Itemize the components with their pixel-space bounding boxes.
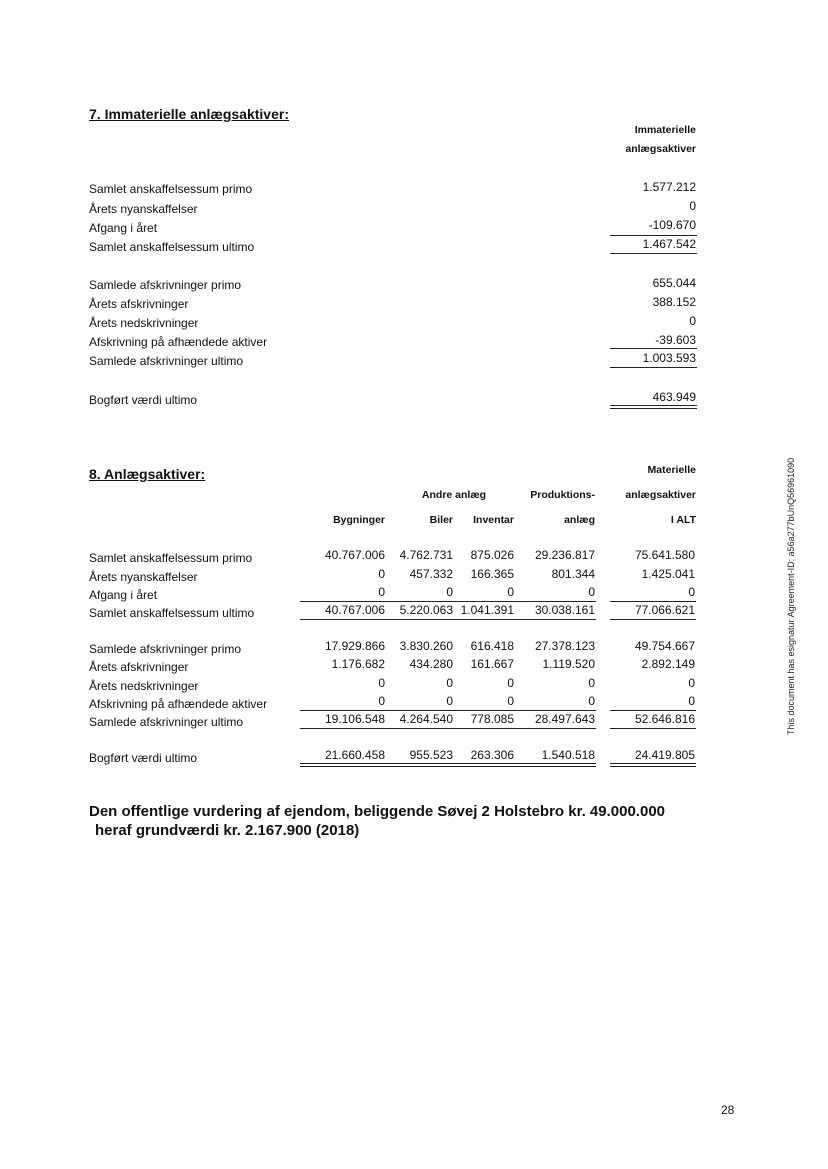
property-valuation-note-line1: Den offentlige vurdering af ejendom, beliggende Søvej 2 Holstebro kr. 49.000.000 — [89, 803, 665, 820]
cell: 263.306 — [470, 748, 514, 762]
cell: 2.892.149 — [641, 657, 695, 671]
cell: 19.106.548 — [324, 712, 385, 726]
cell: 52.646.816 — [634, 712, 695, 726]
total-double-rule — [610, 408, 697, 409]
section-7-col-header-line1: Immaterielle — [634, 124, 696, 136]
col-header-produktion-line1: Produktions- — [530, 489, 595, 501]
col-header-total-line2: anlægsaktiver — [625, 489, 696, 501]
cell: 5.220.063 — [399, 603, 453, 617]
cell: 17.929.866 — [324, 639, 385, 653]
cell: 0 — [588, 694, 595, 708]
subtotal-rule — [610, 235, 697, 236]
subtotal-rule — [300, 728, 596, 729]
subtotal-rule — [610, 728, 696, 729]
total-double-rule — [610, 766, 696, 767]
cell: 49.754.667 — [634, 639, 695, 653]
subtotal-rule — [610, 367, 697, 368]
section-8-title: 8. Anlægsaktiver: — [89, 466, 206, 482]
subtotal-rule — [610, 253, 697, 254]
col-header-produktion-line2: anlæg — [564, 514, 595, 526]
cell: 0 — [446, 694, 453, 708]
cell: 616.418 — [470, 639, 514, 653]
cell: 0 — [588, 585, 595, 599]
cell: 28.497.643 — [534, 712, 595, 726]
row-label: Afgang i året — [89, 588, 158, 602]
col-header-total-line3: I ALT — [670, 514, 696, 526]
total-double-rule — [610, 763, 696, 764]
cell: 3.830.260 — [399, 639, 453, 653]
cell: 161.667 — [470, 657, 514, 671]
subtotal-rule — [300, 619, 596, 620]
row-value: 1.467.542 — [642, 237, 696, 251]
row-value: 655.044 — [652, 276, 696, 290]
cell: 778.085 — [470, 712, 514, 726]
cell: 0 — [588, 676, 595, 690]
cell: 77.066.621 — [634, 603, 695, 617]
row-value: 0 — [689, 314, 696, 328]
section-7-col-header-line2: anlægsaktiver — [625, 143, 696, 155]
row-label: Årets nyanskaffelser — [89, 570, 198, 584]
row-label: Årets afskrivninger — [89, 297, 189, 311]
cell: 4.762.731 — [399, 548, 453, 562]
cell: 0 — [378, 567, 385, 581]
row-value: -109.670 — [648, 218, 696, 232]
cell: 40.767.006 — [324, 548, 385, 562]
cell: 29.236.817 — [534, 548, 595, 562]
row-value: 0 — [689, 199, 696, 213]
cell: 0 — [507, 694, 514, 708]
cell: 30.038.161 — [534, 603, 595, 617]
row-value: 1.003.593 — [642, 351, 696, 365]
col-header-bygninger: Bygninger — [333, 514, 385, 526]
cell: 27.378.123 — [534, 639, 595, 653]
col-header-total-line1: Materielle — [647, 464, 696, 476]
page-number: 28 — [721, 1103, 735, 1117]
cell: 1.176.682 — [331, 657, 385, 671]
cell: 0 — [378, 694, 385, 708]
cell: 434.280 — [409, 657, 453, 671]
row-label: Årets nedskrivninger — [89, 316, 199, 330]
row-label: Samlede afskrivninger primo — [89, 278, 242, 292]
cell: 0 — [446, 676, 453, 690]
cell: 875.026 — [470, 548, 514, 562]
row-label: Bogført værdi ultimo — [89, 393, 198, 407]
cell: 0 — [688, 694, 695, 708]
cell: 40.767.006 — [324, 603, 385, 617]
row-label: Afskrivning på afhændede aktiver — [89, 335, 268, 349]
cell: 1.540.518 — [541, 748, 595, 762]
subtotal-rule — [300, 601, 596, 602]
cell: 4.264.540 — [399, 712, 453, 726]
cell: 0 — [378, 585, 385, 599]
total-double-rule — [610, 405, 697, 406]
total-double-rule — [300, 766, 596, 767]
cell: 0 — [378, 676, 385, 690]
row-label: Samlet anskaffelsessum primo — [89, 551, 253, 565]
group-header-andre-anlaeg: Andre anlæg — [421, 489, 487, 501]
subtotal-rule — [610, 348, 697, 349]
row-label: Samlede afskrivninger ultimo — [89, 354, 244, 368]
cell: 24.419.805 — [634, 748, 695, 762]
cell: 0 — [507, 585, 514, 599]
col-header-biler: Biler — [429, 514, 453, 526]
row-label: Bogført værdi ultimo — [89, 751, 198, 765]
row-label: Samlede afskrivninger primo — [89, 642, 242, 656]
cell: 801.344 — [551, 567, 595, 581]
cell: 21.660.458 — [324, 748, 385, 762]
cell: 0 — [507, 676, 514, 690]
cell: 75.641.580 — [634, 548, 695, 562]
row-label: Årets afskrivninger — [89, 660, 189, 674]
row-value: 388.152 — [652, 295, 696, 309]
subtotal-rule — [610, 619, 696, 620]
row-value: 1.577.212 — [642, 180, 696, 194]
cell: 166.365 — [470, 567, 514, 581]
row-label: Årets nedskrivninger — [89, 679, 199, 693]
row-value: -39.603 — [655, 333, 696, 347]
cell: 457.332 — [409, 567, 453, 581]
subtotal-rule — [300, 710, 596, 711]
cell: 1.425.041 — [641, 567, 695, 581]
row-label: Samlede afskrivninger ultimo — [89, 715, 244, 729]
subtotal-rule — [610, 710, 696, 711]
esignatur-watermark: This document has esignatur Agreement-ID: a56a277bUnQ56961090 — [786, 457, 796, 735]
row-label: Samlet anskaffelsessum primo — [89, 182, 253, 196]
row-label: Årets nyanskaffelser — [89, 202, 198, 216]
section-7-title: 7. Immaterielle anlægsaktiver: — [89, 106, 289, 122]
cell: 0 — [446, 585, 453, 599]
cell: 955.523 — [409, 748, 453, 762]
property-valuation-note-line2: heraf grundværdi kr. 2.167.900 (2018) — [95, 822, 360, 839]
cell: 1.119.520 — [542, 657, 595, 671]
subtotal-rule — [610, 601, 696, 602]
col-header-inventar: Inventar — [473, 514, 514, 526]
row-label: Afgang i året — [89, 221, 158, 235]
row-value: 463.949 — [652, 390, 696, 404]
row-label: Afskrivning på afhændede aktiver — [89, 697, 268, 711]
cell: 1.041.391 — [460, 603, 514, 617]
row-label: Samlet anskaffelsessum ultimo — [89, 240, 255, 254]
cell: 0 — [688, 676, 695, 690]
total-double-rule — [300, 763, 596, 764]
row-label: Samlet anskaffelsessum ultimo — [89, 606, 255, 620]
cell: 0 — [688, 585, 695, 599]
